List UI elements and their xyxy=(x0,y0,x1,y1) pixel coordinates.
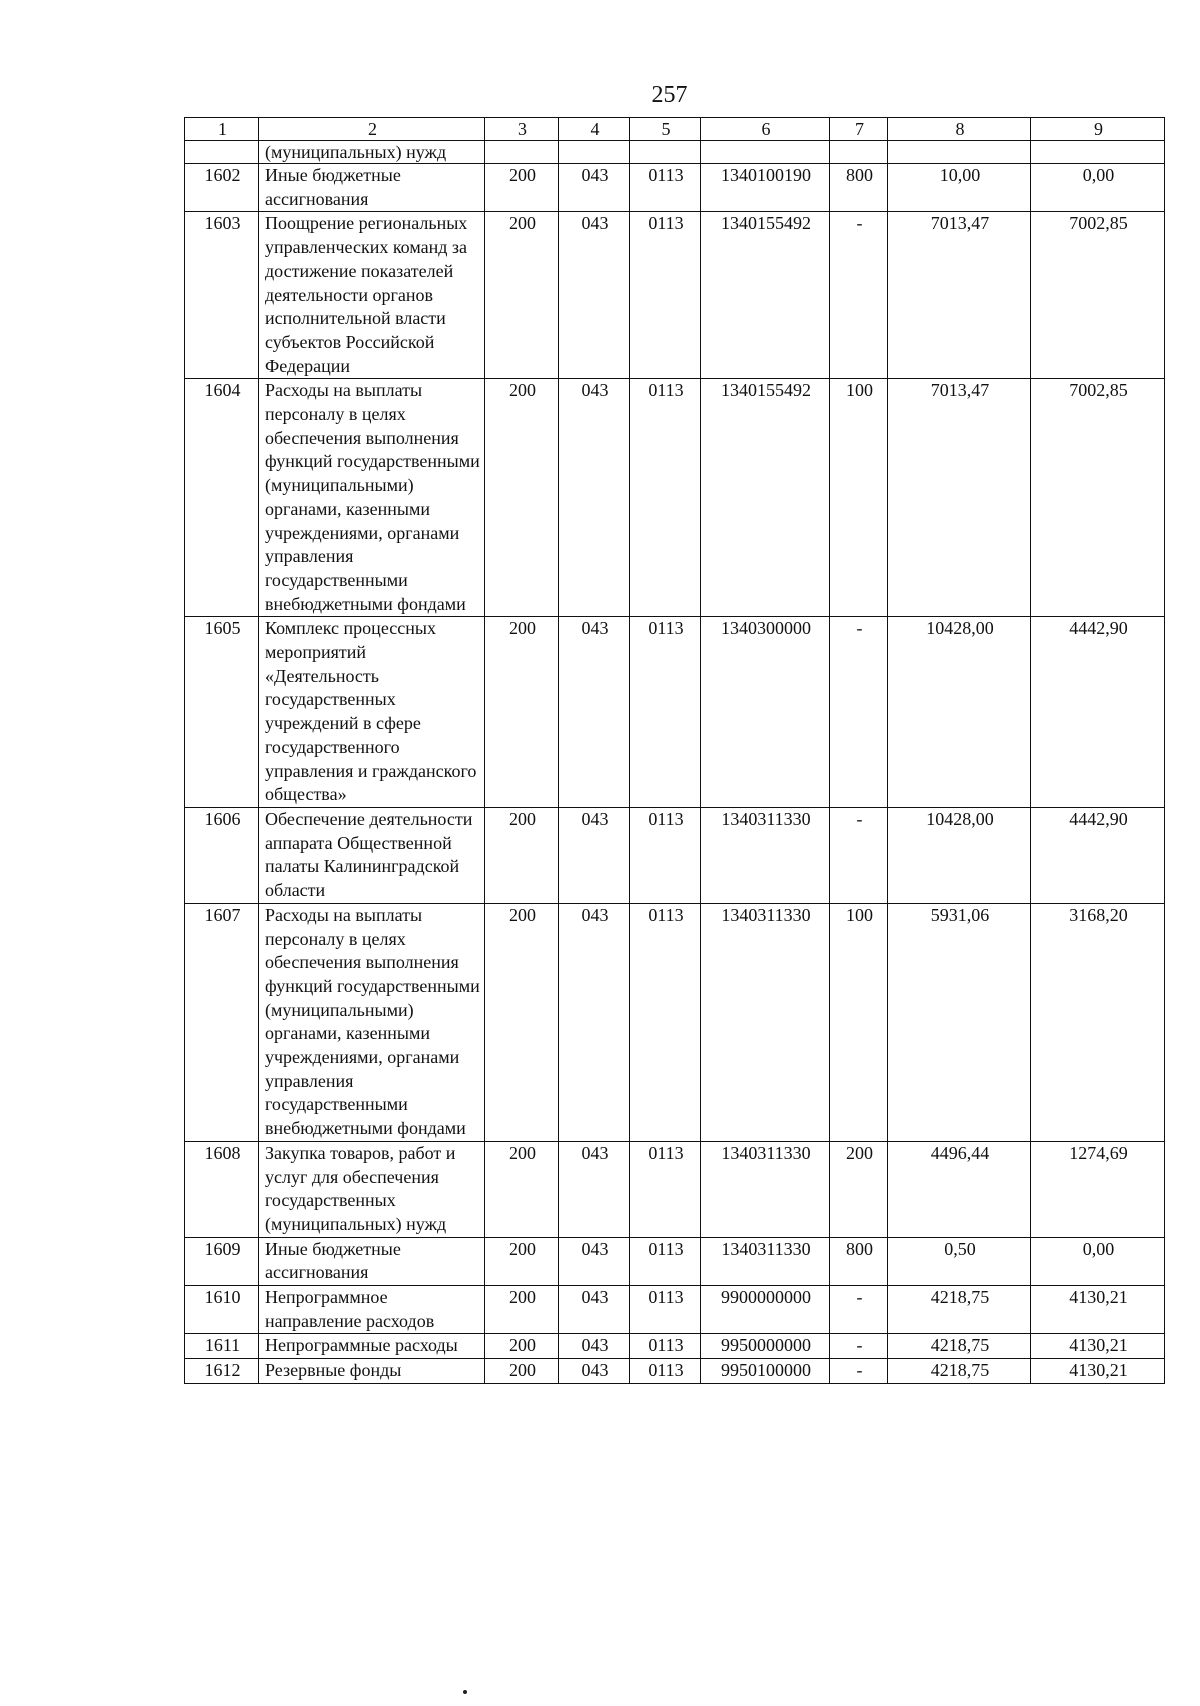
page-number: 257 xyxy=(651,82,688,108)
continuation-text: (муниципальных) нужд xyxy=(259,141,485,164)
code-cell: 0113 xyxy=(630,1286,701,1334)
table-row xyxy=(185,212,1165,379)
table-cell xyxy=(830,141,888,164)
expense-type-cell: - xyxy=(830,1286,888,1334)
row-number: 1605 xyxy=(185,617,259,808)
stray-dot xyxy=(463,1690,467,1694)
row-number: 1612 xyxy=(185,1359,259,1384)
code-cell: 200 xyxy=(485,807,559,903)
table-cell xyxy=(630,141,701,164)
code-cell: 200 xyxy=(485,1334,559,1359)
row-description: Закупка товаров, работ и услуг для обеспечения государственных (муниципальных) нужд xyxy=(259,1141,485,1237)
amount-cell: 1274,69 xyxy=(1031,1141,1165,1237)
expense-type-cell: - xyxy=(830,1334,888,1359)
table-cell xyxy=(701,141,830,164)
table-row xyxy=(185,903,1165,1141)
table-row xyxy=(185,164,1165,212)
target-code-cell: 1340100190 xyxy=(701,164,830,212)
expense-type-cell: 800 xyxy=(830,1237,888,1285)
row-number: 1607 xyxy=(185,903,259,1141)
header-cell: 6 xyxy=(701,118,830,141)
code-cell: 200 xyxy=(485,903,559,1141)
amount-cell: 4218,75 xyxy=(888,1359,1031,1384)
expense-type-cell: - xyxy=(830,807,888,903)
code-cell: 0113 xyxy=(630,164,701,212)
continuation-row xyxy=(185,141,1165,164)
header-cell: 9 xyxy=(1031,118,1165,141)
amount-cell: 4130,21 xyxy=(1031,1286,1165,1334)
row-description: Иные бюджетные ассигнования xyxy=(259,164,485,212)
code-cell: 200 xyxy=(485,212,559,379)
row-description: Расходы на выплаты персоналу в целях обеспечения выполнения функций государственными (муниципальными) органами, казенными учреждениями, органами управления государственными внебюджетными фондами xyxy=(259,379,485,617)
expense-type-cell: - xyxy=(830,617,888,808)
row-description: Поощрение региональных управленческих команд за достижение показателей деятельности органов исполнительной власти субъектов Российской Федерации xyxy=(259,212,485,379)
header-cell: 1 xyxy=(185,118,259,141)
code-cell: 043 xyxy=(559,379,630,617)
code-cell: 043 xyxy=(559,1286,630,1334)
row-number: 1610 xyxy=(185,1286,259,1334)
row-description: Иные бюджетные ассигнования xyxy=(259,1237,485,1285)
row-number: 1608 xyxy=(185,1141,259,1237)
amount-cell: 4496,44 xyxy=(888,1141,1031,1237)
row-number: 1609 xyxy=(185,1237,259,1285)
expense-type-cell: 100 xyxy=(830,379,888,617)
amount-cell: 4218,75 xyxy=(888,1334,1031,1359)
code-cell: 0113 xyxy=(630,1334,701,1359)
code-cell: 0113 xyxy=(630,379,701,617)
code-cell: 200 xyxy=(485,164,559,212)
code-cell: 043 xyxy=(559,807,630,903)
table-row xyxy=(185,379,1165,617)
amount-cell: 0,00 xyxy=(1031,1237,1165,1285)
header-cell: 2 xyxy=(259,118,485,141)
amount-cell: 3168,20 xyxy=(1031,903,1165,1141)
header-cell: 4 xyxy=(559,118,630,141)
budget-table xyxy=(184,117,1165,1384)
amount-cell: 7002,85 xyxy=(1031,379,1165,617)
table-cell xyxy=(888,141,1031,164)
expense-type-cell: 100 xyxy=(830,903,888,1141)
amount-cell: 4218,75 xyxy=(888,1286,1031,1334)
row-description: Расходы на выплаты персоналу в целях обеспечения выполнения функций государственными (муниципальными) органами, казенными учреждениями, органами управления государственными внебюджетными фондами xyxy=(259,903,485,1141)
expense-type-cell: 200 xyxy=(830,1141,888,1237)
table-cell xyxy=(185,141,259,164)
code-cell: 043 xyxy=(559,1237,630,1285)
target-code-cell: 1340300000 xyxy=(701,617,830,808)
header-cell: 8 xyxy=(888,118,1031,141)
code-cell: 200 xyxy=(485,617,559,808)
expense-type-cell: 800 xyxy=(830,164,888,212)
table-row xyxy=(185,1141,1165,1237)
code-cell: 200 xyxy=(485,1286,559,1334)
code-cell: 200 xyxy=(485,1141,559,1237)
target-code-cell: 9950100000 xyxy=(701,1359,830,1384)
code-cell: 0113 xyxy=(630,1141,701,1237)
code-cell: 200 xyxy=(485,1359,559,1384)
header-row xyxy=(185,118,1165,141)
code-cell: 043 xyxy=(559,164,630,212)
table-row xyxy=(185,1334,1165,1359)
amount-cell: 4130,21 xyxy=(1031,1359,1165,1384)
code-cell: 043 xyxy=(559,1334,630,1359)
target-code-cell: 1340311330 xyxy=(701,1237,830,1285)
amount-cell: 7013,47 xyxy=(888,379,1031,617)
amount-cell: 7002,85 xyxy=(1031,212,1165,379)
row-description: Резервные фонды xyxy=(259,1359,485,1384)
row-number: 1602 xyxy=(185,164,259,212)
code-cell: 0113 xyxy=(630,807,701,903)
target-code-cell: 1340155492 xyxy=(701,212,830,379)
code-cell: 043 xyxy=(559,617,630,808)
target-code-cell: 1340155492 xyxy=(701,379,830,617)
target-code-cell: 1340311330 xyxy=(701,1141,830,1237)
code-cell: 0113 xyxy=(630,212,701,379)
amount-cell: 10428,00 xyxy=(888,807,1031,903)
code-cell: 043 xyxy=(559,1359,630,1384)
table-row xyxy=(185,1359,1165,1384)
code-cell: 0113 xyxy=(630,1237,701,1285)
row-number: 1604 xyxy=(185,379,259,617)
row-description: Непрограммные расходы xyxy=(259,1334,485,1359)
row-description: Обеспечение деятельности аппарата Общественной палаты Калининградской области xyxy=(259,807,485,903)
code-cell: 0113 xyxy=(630,903,701,1141)
amount-cell: 0,50 xyxy=(888,1237,1031,1285)
header-cell: 7 xyxy=(830,118,888,141)
code-cell: 043 xyxy=(559,1141,630,1237)
target-code-cell: 9900000000 xyxy=(701,1286,830,1334)
target-code-cell: 1340311330 xyxy=(701,903,830,1141)
table-row xyxy=(185,807,1165,903)
code-cell: 043 xyxy=(559,903,630,1141)
row-number: 1611 xyxy=(185,1334,259,1359)
amount-cell: 4130,21 xyxy=(1031,1334,1165,1359)
amount-cell: 0,00 xyxy=(1031,164,1165,212)
row-description: Непрограммное направление расходов xyxy=(259,1286,485,1334)
table-cell xyxy=(485,141,559,164)
target-code-cell: 9950000000 xyxy=(701,1334,830,1359)
table-row xyxy=(185,1286,1165,1334)
expense-type-cell: - xyxy=(830,1359,888,1384)
amount-cell: 4442,90 xyxy=(1031,807,1165,903)
amount-cell: 10428,00 xyxy=(888,617,1031,808)
header-cell: 5 xyxy=(630,118,701,141)
table-cell xyxy=(559,141,630,164)
code-cell: 0113 xyxy=(630,617,701,808)
table-row xyxy=(185,1237,1165,1285)
row-description: Комплекс процессных мероприятий «Деятельность государственных учреждений в сфере государственного управления и гражданского общества» xyxy=(259,617,485,808)
amount-cell: 4442,90 xyxy=(1031,617,1165,808)
amount-cell: 10,00 xyxy=(888,164,1031,212)
row-number: 1606 xyxy=(185,807,259,903)
table-cell xyxy=(1031,141,1165,164)
code-cell: 200 xyxy=(485,379,559,617)
row-number: 1603 xyxy=(185,212,259,379)
code-cell: 0113 xyxy=(630,1359,701,1384)
code-cell: 200 xyxy=(485,1237,559,1285)
code-cell: 043 xyxy=(559,212,630,379)
target-code-cell: 1340311330 xyxy=(701,807,830,903)
expense-type-cell: - xyxy=(830,212,888,379)
header-cell: 3 xyxy=(485,118,559,141)
amount-cell: 5931,06 xyxy=(888,903,1031,1141)
amount-cell: 7013,47 xyxy=(888,212,1031,379)
table-row xyxy=(185,617,1165,808)
